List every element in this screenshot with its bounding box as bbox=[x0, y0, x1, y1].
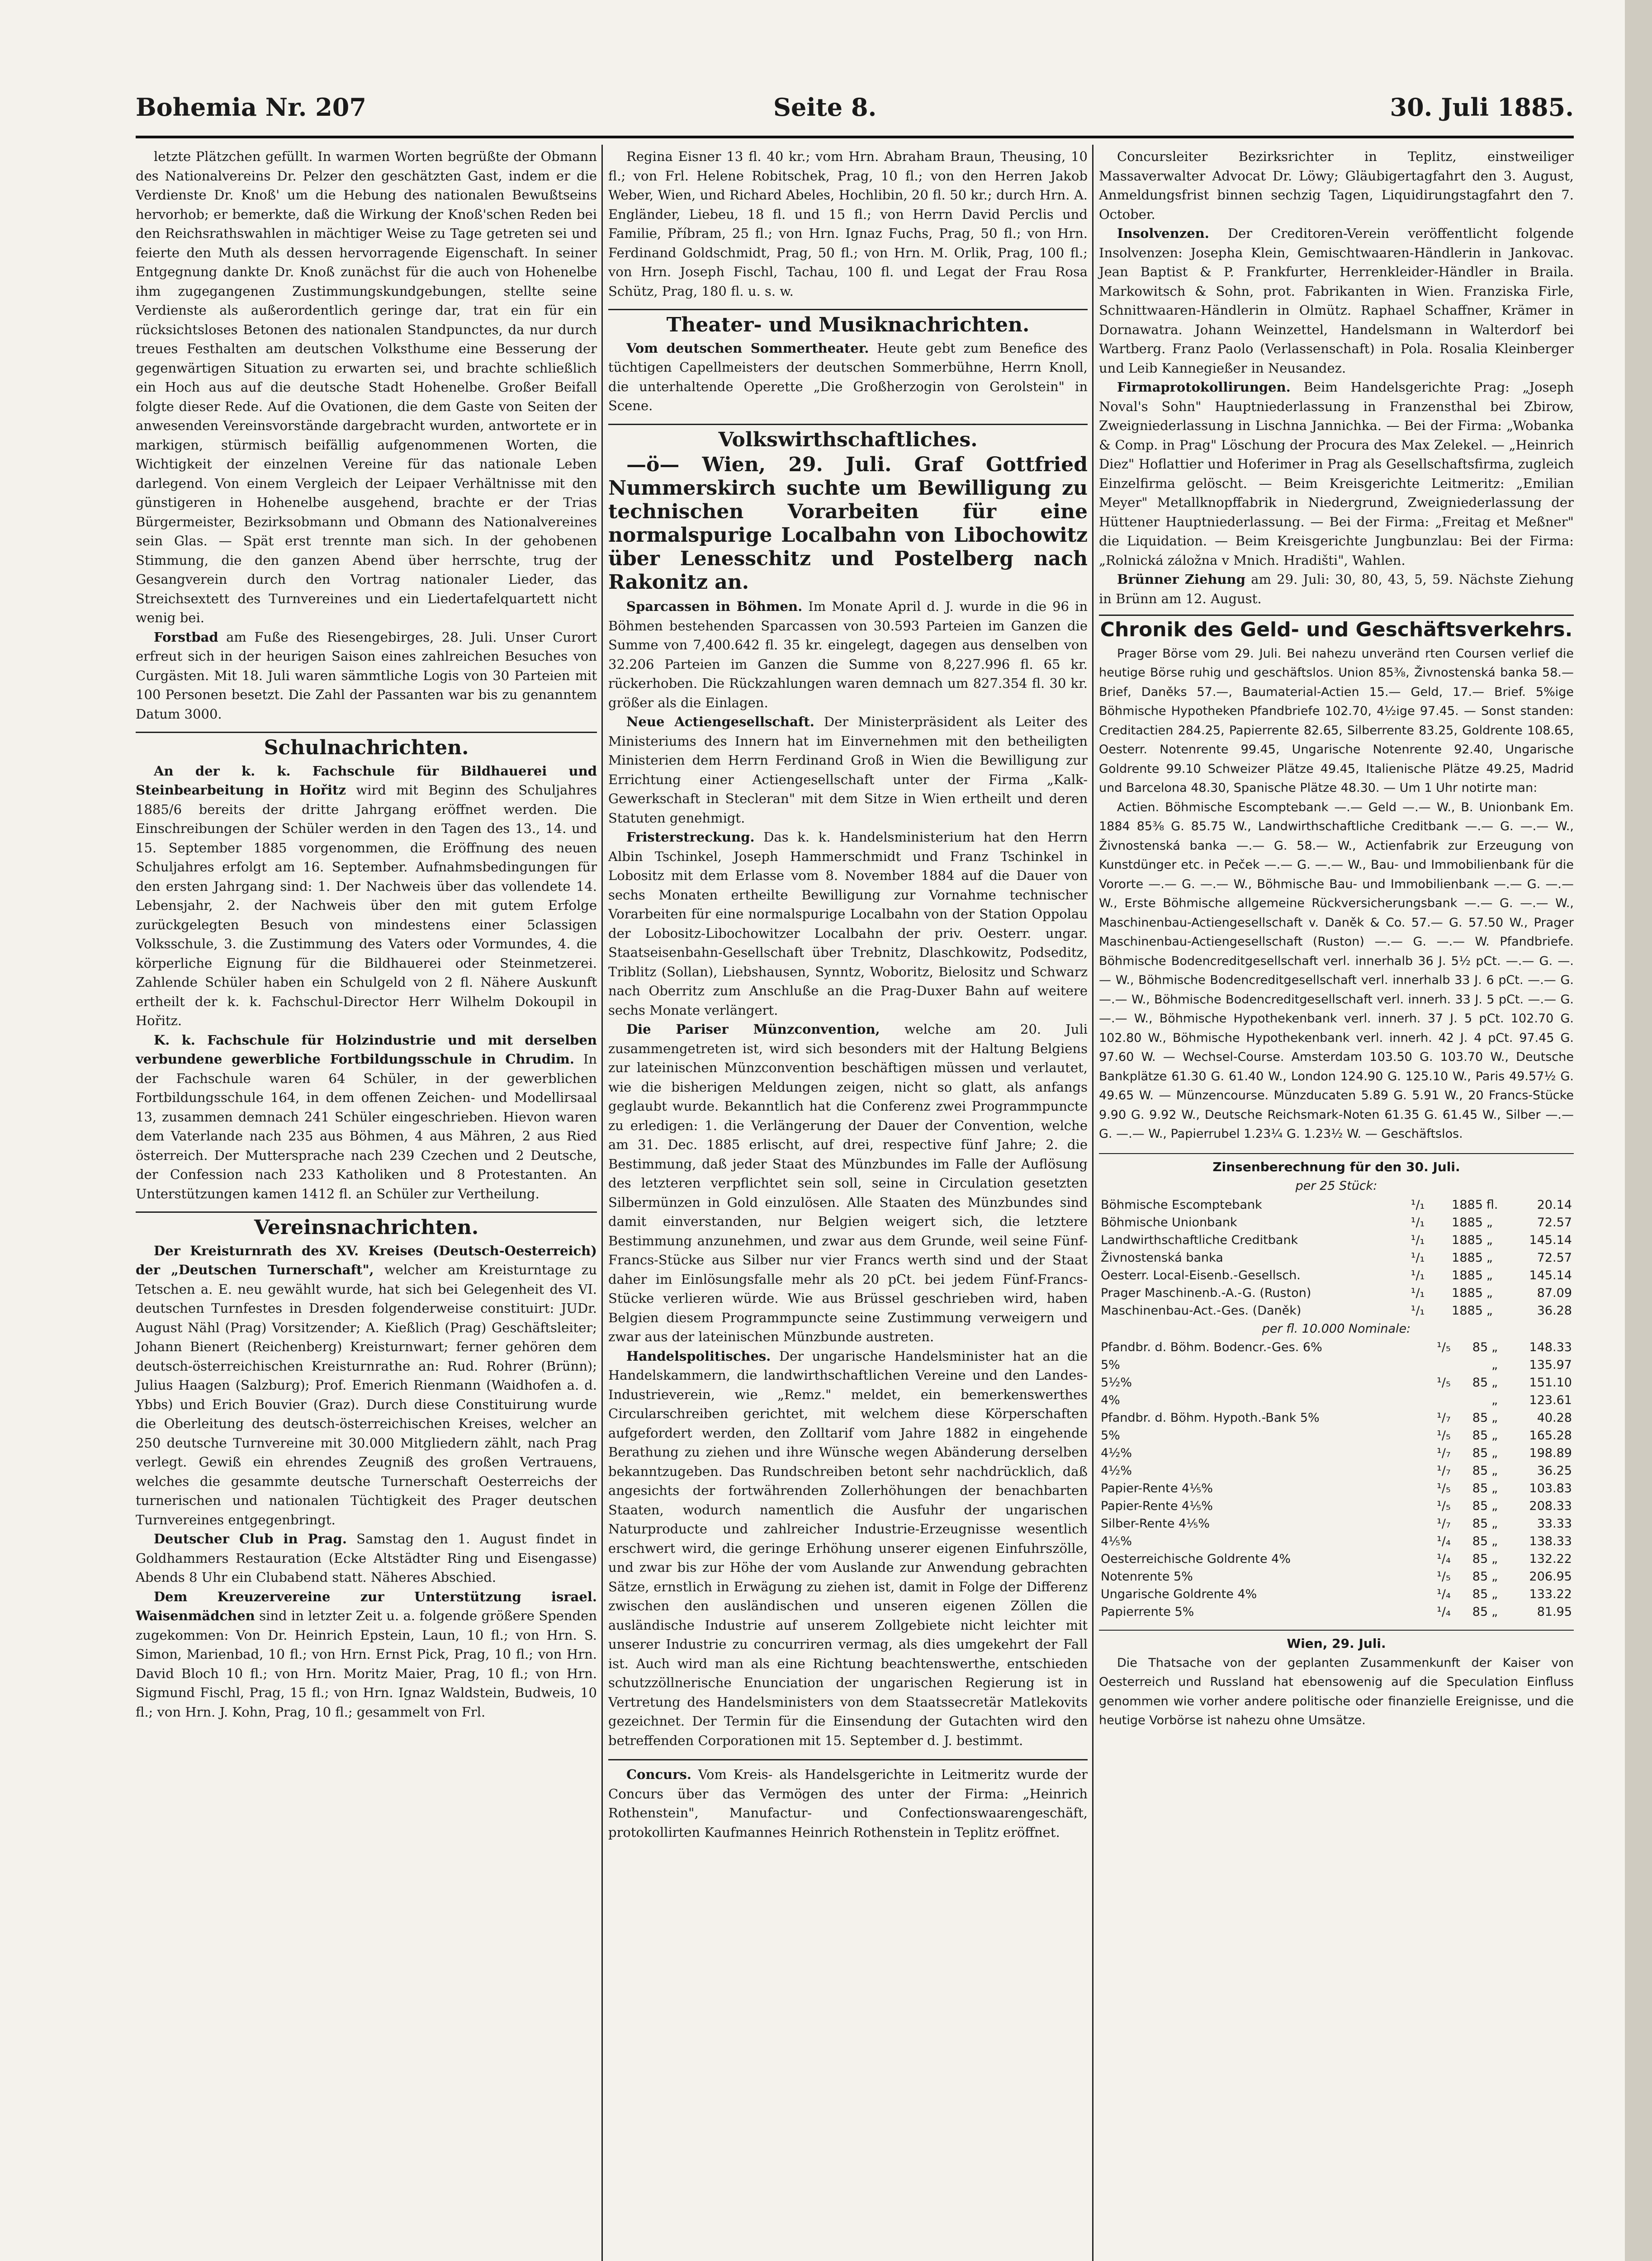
zinsen-cell-val: 206.95 bbox=[1529, 1570, 1572, 1584]
zinsen-row bbox=[1099, 1267, 1574, 1284]
zinsen-cell-frac: ¹/₇ bbox=[1437, 1464, 1451, 1478]
zinsen-cell-year: 1885 bbox=[1452, 1197, 1483, 1212]
article-lead: Dem Kreuzervereine zur Unterstützung israel. Waisenmädchen bbox=[136, 1589, 597, 1623]
section-heading-verein: Vereinsnachrichten. bbox=[136, 1211, 597, 1238]
article-concurs: Concurs. Vom Kreis- als Handelsgerichte in Leitmeritz wurde der Concurs über das Vermögen des unter der Firma: „Heinrich Rothenstein", Manufactur- und Confectionswaarengeschäft, protokollirten Kaufmannes Heinrich Rothenstein in Teplitz eröffnet. bbox=[608, 1759, 1088, 1842]
zinsen-cell-frac: ¹/₅ bbox=[1437, 1570, 1451, 1584]
zinsen-row bbox=[1099, 1356, 1574, 1374]
zinsen-cell-cur: „ bbox=[1491, 1587, 1498, 1601]
zinsen-cell-frac: ¹/₄ bbox=[1437, 1605, 1451, 1619]
zinsen-cell-val: 40.28 bbox=[1537, 1411, 1572, 1425]
zinsen-cell-frac: ¹/₅ bbox=[1437, 1340, 1451, 1354]
zinsen-cell-cur: „ bbox=[1491, 1340, 1498, 1354]
zinsen-cell-name: 5% bbox=[1101, 1428, 1120, 1443]
zinsen-cell-cur: „ bbox=[1486, 1233, 1493, 1247]
zinsen-cell-frac: ¹/₁ bbox=[1411, 1286, 1425, 1300]
zinsen-cell-year: 85 bbox=[1472, 1428, 1488, 1443]
zinsen-row bbox=[1099, 1585, 1574, 1603]
zinsen-cell-cur: „ bbox=[1491, 1552, 1498, 1566]
article-lead: Firmaprotokollirungen. bbox=[1117, 379, 1291, 395]
zinsen-cell-year: 85 bbox=[1472, 1605, 1488, 1619]
article-lead: Fristerstreckung. bbox=[626, 829, 755, 845]
article-bruenner-ziehung: Brünner Ziehung am 29. Juli: 30, 80, 43, 5, 59. Nächste Ziehung in Brünn am 12. August. bbox=[1099, 572, 1574, 606]
zinsen-cell-name: Maschinenbau-Act.-Ges. (Daněk) bbox=[1101, 1303, 1302, 1318]
article-lead: An der k. k. Fachschule für Bildhauerei und Steinbearbeitung in Hořitz bbox=[136, 763, 597, 798]
column-1 bbox=[136, 147, 597, 1722]
zinsen-cell-cur: fl. bbox=[1486, 1197, 1498, 1212]
article-muenzconvention: Die Pariser Münzconvention, welche am 20. Juli zusammengetreten ist, wird sich besonders mit der Haltung Belgiens zur lateinischen Münzconvention beschäftigen müssen und verlautet, wie die bisherigen Meldungen zeigen, nicht so glatt, als anfangs geglaubt wurde. Bekanntlich hat die Conferenz zwei Programmpuncte zu erledigen: 1. die Verlängerung der Dauer der Convention, welche am 31. Dec. 1885 erlischt, auf drei, respective fünf Jahre; 2. die Bestimmung, daß jeder Staat des Münzbundes im Falle der Auflösung des letzteren verpflichtet sein soll, seine in Circulation gesetzten Silbermünzen in Gold einzulösen. Alle Staaten des Münzbundes sind damit einverstanden, nur Belgien weigert sich, die letztere Bestimmung anzunehmen, und zwar aus dem Grunde, weil seine Fünf-Francs-Stücke aus Silber nur vier Francs werth sind und der Staat daher im Einlösungsfalle mehr als 20 pCt. bei jedem Fünf-Francs-Stücke verlieren würde. Wie aus Brüssel geschrieben wird, haben Belgien diesem Programmpuncte seine Zustimmung verweigern und zwar aus der lateinischen Münzbunde austreten. bbox=[608, 1022, 1088, 1344]
zinsen-cell-val: 87.09 bbox=[1537, 1286, 1572, 1300]
zinsen-cell-val: 36.28 bbox=[1537, 1303, 1572, 1318]
article-lead: Handelspolitisches. bbox=[626, 1348, 771, 1364]
article-continuation: letzte Plätzchen gefüllt. In warmen Worten begrüßte der Obmann des Nationalvereins Dr. Pelzer den geschätzten Gast, indem er die Verdienste Dr. Knoß' um die Hebung des nationalen Bewußtseins hervorhob; er bemerkte, daß die Wirkung der Knoß'schen Reden bei den Reichsrathswahlen in mächtiger Weise zu Tage getreten sei und feierte den Muth als dessen hervorragende Eigenschaft. In seiner Entgegnung dankte Dr. Knoß zunächst für die auch von Hohenelbe ihm zugegangenen Zustimmungskundgebungen, stellte seine Verdienste als außerordentlich geringe dar, trat ein für ein rücksichtsloses Betonen des nationalen Standpunctes, da nur durch treues Festhalten am deutschen Volksthume eine Besserung der gegenwärtigen Situation zu erwarten sei, und brachte schließlich ein Hoch aus auf die deutsche Stadt Hohenelbe. Großer Beifall folgte dieser Rede. Auf die Ovationen, die dem Gaste von Seiten der anwesenden Vereinsvorstände dargebracht wurden, antwortete er in markigen, stürmisch beifällig aufgenommenen Worten, die Wichtigkeit der einzelnen Vereine für das nationale Leben darlegend. Von einem Vergleich der Leipaer Verhältnisse mit den günstigeren in Hohenelbe ausgehend, brachte er der Trias Bürgermeister, Bezirksobmann und Obmann des Nationalvereines sein Glas. — Spät erst trennte man sich. In der gehobenen Stimmung, die den ganzen Abend über herrschte, trug der Gesangverein durch den Vortrag nationaler Lieder, das Streichsextett des Turnvereines und ein Liedertafelquartett nicht wenig bei. bbox=[136, 149, 597, 625]
zinsen-cell-year: 85 bbox=[1472, 1464, 1488, 1478]
article-sparcassen: Sparcassen in Böhmen. Im Monate April d. J. wurde in die 96 in Böhmen bestehenden Sparcassen von 30.593 Parteien im Ganzen die Summe von 7,400.642 fl. 35 kr. eingelegt, dagegen aus denselben von 32.206 Parteien im Ganzen die Summe von 8,227.996 fl. 65 kr. rückerhoben. Die Rückzahlungen waren demnach um 827.354 fl. 30 kr. größer als die Einlagen. bbox=[608, 599, 1088, 710]
zinsen-cell-year: 85 bbox=[1472, 1534, 1488, 1548]
zinsen-row bbox=[1099, 1568, 1574, 1585]
wien-report: Die Thatsache von der geplanten Zusammenkunft der Kaiser von Oesterreich und Russland hat ebensowenig auf die Speculation Einfluss genommen wie vorher andere politische oder finanzielle Ereignisse, und die heutige Vorbörse ist nahezu ohne Umsätze. bbox=[1099, 1656, 1574, 1727]
article-lead: Sparcassen in Böhmen. bbox=[626, 599, 803, 614]
page-header bbox=[136, 88, 1574, 129]
zinsen-cell-frac bbox=[1435, 1391, 1461, 1409]
wien-report-title: Wien, 29. Juli. bbox=[1099, 1630, 1574, 1654]
zinsen-cell-val: 20.14 bbox=[1537, 1197, 1572, 1212]
zinsen-cell-cur: „ bbox=[1491, 1534, 1498, 1548]
zinsen-cell-year: 1885 bbox=[1452, 1286, 1483, 1300]
article-lead: Vom deutschen Sommertheater. bbox=[626, 340, 869, 356]
article-fachschule-horitz: An der k. k. Fachschule für Bildhauerei und Steinbearbeitung in Hořitz wird mit Beginn des Schuljahres 1885/6 bereits der dritte Jahrgang eröffnet werden. Die Einschreibungen der Schüler werden in den Tagen des 13., 14. und 15. September 1885 vorgenommen, die Eröffnung des neuen Schuljahres erfolgt am 16. September. Aufnahmsbedingungen für den ersten Jahrgang sind: 1. Der Nachweis über das vollendete 14. Lebensjahr, 2. der Nachweis über den mit gutem Erfolge zurückgelegten Besuch von mindestens einer 5classigen Volksschule, 3. die Zustimmung des Vaters oder Vormundes, 4. die körperliche Eignung für die Bildhauerei oder Steinmetzerei. Zahlende Schüler haben ein Schulgeld von 2 fl. Nähere Auskunft ertheilt der k. k. Fachschul-Director Herr Wilhelm Dokoupil in Hořitz. bbox=[136, 763, 597, 1028]
zinsen-cell-year: 85 bbox=[1472, 1481, 1488, 1495]
zinsen-row bbox=[1099, 1284, 1574, 1302]
zinsen-cell-name: Papierrente 5% bbox=[1101, 1605, 1194, 1619]
column-divider bbox=[1092, 145, 1093, 2261]
zinsen-cell-cur: „ bbox=[1491, 1570, 1498, 1584]
zinsen-cell-year: 1885 bbox=[1452, 1233, 1483, 1247]
article-actiengesellschaft: Neue Actiengesellschaft. Der Ministerpräsident als Leiter des Ministeriums des Innern hat im Einvernehmen mit den betheiligten Ministerien dem Herrn Ferdinand Groß in Wien die Bewilligung zur Errichtung einer Actiengesellschaft unter der Firma „Kalk-Gewerkschaft in Stecleran" mit dem Sitze in Wien ertheilt und deren Statuten genehmigt. bbox=[608, 714, 1088, 826]
zinsen-cell-frac: ¹/₇ bbox=[1437, 1411, 1451, 1425]
zinsen-cell-name: Pfandbr. d. Böhm. Bodencr.-Ges. 6% bbox=[1101, 1340, 1322, 1354]
zinsen-cell-year: 1885 bbox=[1452, 1250, 1483, 1265]
zinsen-cell-name: Živnostenská banka bbox=[1101, 1250, 1223, 1265]
zinsen-row bbox=[1099, 1409, 1574, 1427]
zinsen-cell-frac: ¹/₄ bbox=[1437, 1534, 1451, 1548]
column-2 bbox=[608, 147, 1088, 1842]
article-handelspolitisches: Handelspolitisches. Der ungarische Handelsminister hat an die Handelskammern, die landwirthschaftlichen Vereine und den Landes-Industrieverein, wie „Remz." meldet, ein bemerkenswerthes Circularschreiben gerichtet, mit welchem diese Körperschaften aufgefordert werden, den Zolltarif vom Jahre 1882 in eingehende Berathung zu ziehen und ihre Wünsche wegen Abänderung derselben bekanntzugeben. Das Rundschreiben betont sehr nachdrücklich, daß angesichts der fortwährenden Zollerhöhungen der benachbarten Staaten, wodurch namentlich die Ausfuhr der ungarischen Naturproducte und zahlreicher Industrie-Erzeugnisse wesentlich erschwert wird, die geringe Erhöhung unserer eigenen Einfuhrszölle, und zwar bis zur Höhe der vom Auslande zur Anwendung gebrachten Sätze, ernstlich in Erwägung zu ziehen ist, damit in Folge der Differenz zwischen den ausländischen und unseren eigenen Zöllen die ausländische Industrie auf unserem Zollgebiete nicht leichter mit unserer Industrie zu concurriren vermag, als dies umgekehrt der Fall ist. Auch wird man als eine Richtung beachtenswerthe, entschieden schutzzöllnerische Enunciation der ungarischen Regierung ist in Vertretung des Handelsministers von dem Staatssecretär Matlekovits gezeichnet. Der Termin für die Einsendung der Gutachten wird den betreffenden Corporationen mit 15. September d. J. bestimmt. bbox=[608, 1348, 1088, 1748]
zinsen-cell-val: 132.22 bbox=[1529, 1552, 1572, 1566]
zinsen-cell-cur: „ bbox=[1491, 1481, 1498, 1495]
zinsen-row bbox=[1099, 1533, 1574, 1550]
zinsen-cell-val: 72.57 bbox=[1537, 1215, 1572, 1230]
zinsen-cell-frac: ¹/₄ bbox=[1437, 1552, 1451, 1566]
zinsen-cell-name: 4½% bbox=[1101, 1446, 1132, 1460]
zinsen-cell-name: 5% bbox=[1101, 1358, 1120, 1372]
zinsen-cell-cur: „ bbox=[1486, 1303, 1493, 1318]
zinsen-cell-name: Papier-Rente 4⅕% bbox=[1101, 1481, 1213, 1495]
zinsen-cell-year: 85 bbox=[1472, 1376, 1488, 1390]
zinsen-cell-frac bbox=[1435, 1356, 1461, 1374]
zinsen-cell-name: Böhmische Unionbank bbox=[1101, 1215, 1237, 1230]
page-number: Seite 8. bbox=[773, 93, 877, 122]
zinsen-cell-name: Prager Maschinenb.-A.-G. (Ruston) bbox=[1101, 1286, 1311, 1300]
zinsen-row bbox=[1099, 1214, 1574, 1231]
zinsen-cell-year: 85 bbox=[1472, 1517, 1488, 1531]
article-wien-lead: —ö— Wien, 29. Juli. Graf Gottfried Nummerskirch suchte um Bewilligung zu technischen Vorarbeiten für eine normalspurige Localbahn von Libochowitz über Lenesschitz und Postelberg nach Rakonitz an. bbox=[608, 453, 1088, 594]
article-fristerstreckung: Fristerstreckung. Das k. k. Handelsministerium hat den Herrn Albin Tschinkel, Joseph Hammerschmidt und Franz Tschinkel in Lobositz mit dem Erlasse vom 8. November 1884 auf die Dauer von sechs Monaten ertheilte Bewilligung zur Vornahme technischer Vorarbeiten für eine normalspurige Localbahn von der Station Oppolau der Lobositz-Libochowitzer Localbahn der priv. Oesterr. ungar. Staatseisenbahn-Gesellschaft über Trebnitz, Dlaschkowitz, Podseditz, Triblitz (Sollan), Liebshausen, Synntz, Woboritz, Bielositz und Schwarz nach Oberritz zum Anschluße an die Prag-Duxer Bahn auf weitere sechs Monate verlängert. bbox=[608, 829, 1088, 1018]
zinsen-cell-cur: „ bbox=[1491, 1499, 1498, 1513]
zinsen-cell-frac: ¹/₁ bbox=[1411, 1250, 1425, 1265]
zinsen-cell-val: 138.33 bbox=[1529, 1534, 1572, 1548]
zinsen-row bbox=[1099, 1374, 1574, 1391]
zinsen-table-1 bbox=[1099, 1196, 1574, 1320]
zinsen-cell-name: Pfandbr. d. Böhm. Hypoth.-Bank 5% bbox=[1101, 1411, 1320, 1425]
zinsen-cell-frac: ¹/₅ bbox=[1437, 1376, 1451, 1390]
zinsen-cell-cur: „ bbox=[1491, 1446, 1498, 1460]
zinsen-row bbox=[1099, 1196, 1574, 1214]
masthead-issue: Bohemia Nr. 207 bbox=[136, 93, 366, 122]
header-rule bbox=[136, 136, 1574, 138]
zinsen-cell-name: Oesterr. Local-Eisenb.-Gesellsch. bbox=[1101, 1268, 1301, 1282]
zinsen-row bbox=[1099, 1249, 1574, 1267]
column-3 bbox=[1099, 147, 1574, 1731]
article-lead: Insolvenzen. bbox=[1117, 226, 1209, 241]
zinsen-cell-year: 85 bbox=[1472, 1499, 1488, 1513]
zinsen-cell-name: 4⅕% bbox=[1101, 1534, 1132, 1548]
zinsen-row bbox=[1099, 1462, 1574, 1480]
zinsen-cell-cur: „ bbox=[1491, 1605, 1498, 1619]
zinsen-cell-year: 85 bbox=[1472, 1552, 1488, 1566]
zinsen-cell-frac: ¹/₇ bbox=[1437, 1517, 1451, 1531]
zinsen-cell-cur: „ bbox=[1491, 1464, 1498, 1478]
article-lead: Der Kreisturnrath des XV. Kreises (Deutsch-Oesterreich) der „Deutschen Turnerschaft", bbox=[136, 1243, 597, 1277]
zinsen-cell-name: Landwirthschaftliche Creditbank bbox=[1101, 1233, 1298, 1247]
zinsen-cell-name: Böhmische Escomptebank bbox=[1101, 1197, 1262, 1212]
article-kreisturnrath: Der Kreisturnrath des XV. Kreises (Deutsch-Oesterreich) der „Deutschen Turnerschaft", welcher am Kreisturntage zu Tetschen a. E. neu gewählt wurde, hat sich bei Gelegenheit des VI. deutschen Turnfestes in Dresden folgenderweise constituirt: JUDr. August Nähl (Prag) Vorsitzender; A. Kießlich (Prag) Geschäftsleiter; Johann Bienert (Reichenberg) Kreisturnwart; ferner gehören dem deutsch-österreichischen Kreisturnrathe an: Rud. Rohrer (Brünn); Julius Haagen (Salzburg); Prof. Emerich Rienmann (Waidhofen a. d. Ybbs) und Erich Bouvier (Graz). Durch diese Constituirung wurde die Oberleitung des deutsch-österreichischen Kreises, welcher an 250 deutsche Turnvereine mit 30.000 Mitgliedern zählt, nach Prag verlegt. Gewiß ein ehrendes Zeugniß des großen Vertrauens, welches die gesammte deutsche Turnerschaft Oesterreichs der turnerischen und nationalen Tüchtigkeit des Prager deutschen Turnvereines entgegenbringt. bbox=[136, 1243, 597, 1528]
zinsen-row bbox=[1099, 1339, 1574, 1356]
article-lead: Deutscher Club in Prag. bbox=[154, 1531, 347, 1547]
zinsen-row bbox=[1099, 1302, 1574, 1320]
article-lead: Neue Actiengesellschaft. bbox=[626, 714, 814, 729]
zinsen-cell-val: 151.10 bbox=[1529, 1376, 1572, 1390]
zinsen-cell-year: 85 bbox=[1472, 1446, 1488, 1460]
section-heading-schul: Schulnachrichten. bbox=[136, 732, 597, 758]
zinsen-cell-frac: ¹/₅ bbox=[1437, 1481, 1451, 1495]
zinsen-row bbox=[1099, 1231, 1574, 1249]
zinsen-cell-name: Ungarische Goldrente 4% bbox=[1101, 1587, 1257, 1601]
article-continuation: Concursleiter Bezirksrichter in Teplitz, einstweiliger Massaverwalter Advocat Dr. Löwy; Gläubigertagfahrt den 3. August, Anmeldungsfrist binnen sechzig Tagen, Liquidirungstagfahrt den 7. October. bbox=[1099, 149, 1574, 222]
zinsen-cell-cur: „ bbox=[1491, 1358, 1498, 1372]
article-deutscher-club: Deutscher Club in Prag. Samstag den 1. August findet in Goldhammers Restauration (Ecke Altstädter Ring und Eisengasse) Abends 8 Uhr ein Clubabend statt. Näheres Abschied. bbox=[136, 1531, 597, 1585]
column-divider bbox=[601, 145, 603, 2261]
zinsen-cell-name: Oesterreichische Goldrente 4% bbox=[1101, 1552, 1291, 1566]
zinsen-row bbox=[1099, 1603, 1574, 1621]
zinsen-cell-val: 72.57 bbox=[1537, 1250, 1572, 1265]
zinsen-cell-frac: ¹/₁ bbox=[1411, 1303, 1425, 1318]
zinsen-cell-year: 85 bbox=[1472, 1587, 1488, 1601]
article-fachschule-chrudim: K. k. Fachschule für Holzindustrie und mit derselben verbundene gewerbliche Fortbildungsschule in Chrudim. In der Fachschule waren 64 Schüler, in der gewerblichen Fortbildungsschule 164, in dem offenen Zeichen- und Modellirsaal 13, zusammen demnach 241 Schüler eingeschrieben. Hievon waren dem Vaterlande nach 235 aus Böhmen, 4 aus Mähren, 2 aus Ried österreich. Der Muttersprache nach 239 Czechen und 2 Deutsche, der Confession nach 233 Katholiken und 8 Protestanten. An Unterstützungen kamen 1412 fl. an Schüler zur Vertheilung. bbox=[136, 1032, 597, 1201]
zinsen-cell-year: 1885 bbox=[1452, 1215, 1483, 1230]
zinsen-row bbox=[1099, 1444, 1574, 1462]
zinsen-subtitle-2: per fl. 10.000 Nominale: bbox=[1262, 1321, 1411, 1336]
article-lead: Forstbad bbox=[154, 629, 218, 645]
zinsen-cell-val: 165.28 bbox=[1529, 1428, 1572, 1443]
article-sommertheater: Vom deutschen Sommertheater. Heute gebt zum Benefice des tüchtigen Capellmeisters der deutschen Sommerbühne, Herrn Knoll, die unterhaltende Operette „Die Großherzogin von Gerolstein" in Scene. bbox=[608, 340, 1088, 413]
zinsen-cell-year: 85 bbox=[1472, 1340, 1488, 1354]
article-kreuzerverein: Dem Kreuzervereine zur Unterstützung israel. Waisenmädchen sind in letzter Zeit u. a. folgende größere Spenden zugekommen: Von Dr. Heinrich Epstein, Laun, 10 fl.; von Hrn. S. Simon, Marienbad, 10 fl.; von Hrn. Ernst Pick, Prag, 10 fl.; von Hrn. David Bloch 10 fl.; von Hrn. Moritz Maier, Prag, 10 fl.; von Hrn. Sigmund Fischl, Prag, 15 fl.; von Hrn. Ignaz Waldstein, Budweis, 10 fl.; von Hrn. J. Kohn, Prag, 10 fl.; gesammelt von Frl. bbox=[136, 1589, 597, 1720]
zinsen-cell-cur: „ bbox=[1486, 1286, 1493, 1300]
zinsen-cell-val: 145.14 bbox=[1529, 1233, 1572, 1247]
article-lead: Brünner Ziehung bbox=[1117, 572, 1246, 587]
article-continuation: Regina Eisner 13 fl. 40 kr.; vom Hrn. Abraham Braun, Theusing, 10 fl.; von Frl. Helene Robitschek, Prag, 10 fl.; von den Herren Jakob Weber, Wien, und Richard Abeles, Hochlibin, 20 fl. 50 kr.; durch Hrn. A. Engländer, Liebeu, 18 fl. und 15 fl.; von Herrn David Perclis und Familie, Příbram, 25 fl.; von Hrn. Ignaz Fuchs, Prag, 50 fl.; von Hrn. Ferdinand Goldschmidt, Prag, 50 fl.; von Hrn. M. Orlik, Prag, 100 fl.; von Hrn. Joseph Fischl, Tachau, 100 fl. und Legat der Frau Rosa Schütz, Prag, 180 fl. u. s. w. bbox=[608, 149, 1088, 299]
zinsen-title: Zinsenberechnung für den 30. Juli. bbox=[1099, 1153, 1574, 1177]
zinsen-cell-val: 81.95 bbox=[1537, 1605, 1572, 1619]
article-lead: K. k. Fachschule für Holzindustrie und mit derselben verbundene gewerbliche Fortbildungsschule in Chrudim. bbox=[136, 1032, 597, 1067]
zinsen-cell-val: 208.33 bbox=[1529, 1499, 1572, 1513]
zinsen-cell-cur: „ bbox=[1491, 1393, 1498, 1407]
section-heading-chronik: Chronik des Geld- und Geschäftsverkehrs. bbox=[1099, 615, 1574, 640]
zinsen-cell-val: 33.33 bbox=[1537, 1517, 1572, 1531]
article-forstbad: Forstbad am Fuße des Riesengebirges, 28. Juli. Unser Curort erfreut sich in der heurigen Saison eines zahlreichen Besuches von Curgästen. Mit 18. Juli waren sämmtliche Logis von 30 Parteien mit 100 Personen besetzt. Die Zahl der Passanten war bis zu genanntem Datum 3000. bbox=[136, 629, 597, 722]
zinsen-row bbox=[1099, 1480, 1574, 1497]
zinsen-cell-name: 4½% bbox=[1101, 1464, 1132, 1478]
zinsen-cell-year: 1885 bbox=[1452, 1303, 1483, 1318]
zinsen-cell-cur: „ bbox=[1491, 1517, 1498, 1531]
article-firmaprotokoll: Firmaprotokollirungen. Beim Handelsgerichte Prag: „Joseph Noval's Sohn" Hauptniederlassung in Franzensthal bei Zbirow, Zweigniederlassung in Lischna Jannichka. — Bei der Firma: „Wobanka & Comp. in Prag" Löschung der Procura des Max Zelekel. — „Heinrich Diez" Hoflattier und Hoferimer in Prag als Gesellschaftsfirma, zugleich Einzelfirma gelöscht. — Beim Kreisgerichte Leitmeritz: „Emilian Meyer" Metallknopffabrik in Niedergrund, Zweigniederlassung der Hüttener Hauptniederlassung. — Bei der Firma: „Freitag et Meßner" die Liquidation. — Beim Kreisgerichte Jungbunzlau: Bei der Firma: „Rolnická záložna v Mnich. Hradišti", Wahlen. bbox=[1099, 379, 1574, 568]
zinsen-cell-cur: „ bbox=[1491, 1428, 1498, 1443]
zinsen-cell-year: 1885 bbox=[1452, 1268, 1483, 1282]
section-heading-theater: Theater- und Musiknachrichten. bbox=[608, 309, 1088, 335]
zinsen-cell-val: 103.83 bbox=[1529, 1481, 1572, 1495]
zinsen-cell-cur: „ bbox=[1486, 1250, 1493, 1265]
zinsen-cell-cur: „ bbox=[1491, 1376, 1498, 1390]
zinsen-cell-cur: „ bbox=[1491, 1411, 1498, 1425]
zinsen-row bbox=[1099, 1515, 1574, 1533]
section-heading-volks: Volkswirthschaftliches. bbox=[608, 424, 1088, 450]
zinsen-cell-val: 36.25 bbox=[1537, 1464, 1572, 1478]
zinsen-cell-val: 145.14 bbox=[1529, 1268, 1572, 1282]
issue-date: 30. Juli 1885. bbox=[1390, 93, 1574, 122]
zinsen-cell-cur: „ bbox=[1486, 1215, 1493, 1230]
zinsen-row bbox=[1099, 1497, 1574, 1515]
zinsen-cell-frac: ¹/₁ bbox=[1411, 1233, 1425, 1247]
zinsen-row bbox=[1099, 1427, 1574, 1444]
boerse-report: Prager Börse vom 29. Juli. Bei nahezu unveränd rten Coursen verlief die heutige Börse ruhig und geschäftslos. Union 85⅜, Živnostenská banka 58.— Brief, Daněks 57.—, Baumaterial-Actien 15.— Geld, 17.— Brief. 5%ige Böhmische Hypotheken Pfandbriefe 102.70, 4½ige 97.45. — Sonst standen: Creditactien 284.25, Papierrente 82.65, Silberrente 83.25, Goldrente 108.65, Oesterr. Notenrente 99.45, Ungarische Notenrente 92.40, Ungarische Goldrente 99.10 Schweizer Plätze 49.45, Italienische Plätze 49.25, Madrid und Barcelona 48.30, Spanische Plätze 48.30. — Um 1 Uhr notirte man: bbox=[1099, 646, 1574, 795]
page-edge bbox=[1625, 0, 1652, 2261]
article-insolvenzen: Insolvenzen. Der Creditoren-Verein veröffentlicht folgende Insolvenzen: Josepha Klein, Gemischtwaaren-Händlerin in Jankovac. Jean Baptist & P. Frankfurter, Herrenkleider-Händler in Braila. Markowitsch & Sohn, prot. Fabrikanten in Wien. Franziska Firle, Schnittwaaren-Händlerin in Olmütz. Raphael Schaffner, Krämer in Dornawatra. Johann Weinzettel, Handelsmann in Walterdorf bei Wartberg. Franz Paolo (Verlassenschaft) in Pola. Rosalia Kleinberger und Leib Kannegießer in Neusandez. bbox=[1099, 226, 1574, 376]
zinsen-cell-name: 5½% bbox=[1101, 1376, 1132, 1390]
zinsen-cell-name: Papier-Rente 4⅕% bbox=[1101, 1499, 1213, 1513]
zinsen-row bbox=[1099, 1391, 1574, 1409]
article-lead: Die Pariser Münzconvention, bbox=[626, 1022, 880, 1037]
zinsen-cell-name: Silber-Rente 4⅕% bbox=[1101, 1517, 1210, 1531]
zinsen-cell-name: Notenrente 5% bbox=[1101, 1570, 1193, 1584]
zinsen-cell-frac: ¹/₅ bbox=[1437, 1499, 1451, 1513]
zinsen-cell-year bbox=[1461, 1391, 1490, 1409]
zinsen-cell-val: 135.97 bbox=[1529, 1358, 1572, 1372]
actien-list: Actien. Böhmische Escomptebank —.— Geld —.— W., B. Unionbank Em. 1884 85⅜ G. 85.75 W., Landwirthschaftliche Creditbank —.— G. —.— W., Živnostenská banka —.— G. 58.— W., Actienfabrik zur Erzeugung von Kunstdünger etc. in Peček —.— G. —.— W., Bau- und Immobilienbank für die Vororte —.— G. —.— W., Böhmische Bau- und Immobilienbank —.— G. —.— W., Erste Böhmische allgemeine Rückversicherungsbank —.— G. —.— W., Maschinenbau-Actiengesellschaft v. Daněk & Co. 57.— G. 57.50 W., Prager Maschinenbau-Actiengesellschaft (Ruston) —.— G. —.— W. Pfandbriefe. Böhmische Bodencreditgesellschaft verl. innerhalb 36 J. 5½ pCt. —.— G. —.— W., Böhmische Bodencreditgesellschaft verl. innerhalb 33 J. 6 pCt. —.— G. —.— W., Böhmische Bodencreditgesellschaft verl. innerh. 33 J. 5 pCt. —.— G. —.— W., Böhmische Hypothekenbank verl. innerh. 37 J. 5 pCt. 102.70 G. 102.80 W., Böhmische Hypothekenbank verl. innerh. 42 J. 4 pCt. 97.45 G. 97.60 W. — Wechsel-Course. Amsterdam 103.50 G. 103.70 W., Deutsche Bankplätze 61.30 G. 61.40 W., London 124.90 G. 125.10 W., Paris 49.57½ G. 49.65 W. — Münzencourse. Münzducaten 5.89 G. 5.91 W., 20 Francs-Stücke 9.90 G. 9.92 W., Deutsche Reichsmark-Noten 61.35 G. 61.45 W., Silber —.— G. —.— W., Papierrubel 1.23¼ G. 1.23½ W. — Geschäftslos. bbox=[1099, 800, 1574, 1141]
article-lead: Concurs. bbox=[626, 1767, 691, 1782]
zinsen-cell-frac: ¹/₁ bbox=[1411, 1215, 1425, 1230]
zinsen-cell-frac: ¹/₇ bbox=[1437, 1446, 1451, 1460]
zinsen-cell-year: 85 bbox=[1472, 1570, 1488, 1584]
zinsen-cell-name: 4% bbox=[1101, 1393, 1120, 1407]
zinsen-cell-frac: ¹/₄ bbox=[1437, 1587, 1451, 1601]
zinsen-cell-val: 133.22 bbox=[1529, 1587, 1572, 1601]
zinsen-cell-val: 198.89 bbox=[1529, 1446, 1572, 1460]
zinsen-cell-val: 123.61 bbox=[1529, 1393, 1572, 1407]
zinsen-cell-cur: „ bbox=[1486, 1268, 1493, 1282]
zinsen-cell-val: 148.33 bbox=[1529, 1340, 1572, 1354]
zinsen-cell-frac: ¹/₁ bbox=[1411, 1268, 1425, 1282]
zinsen-table-2 bbox=[1099, 1339, 1574, 1621]
zinsen-cell-year bbox=[1461, 1356, 1490, 1374]
zinsen-cell-frac: ¹/₅ bbox=[1437, 1428, 1451, 1443]
zinsen-cell-year: 85 bbox=[1472, 1411, 1488, 1425]
zinsen-row bbox=[1099, 1550, 1574, 1568]
zinsen-subtitle: per 25 Stück: bbox=[1295, 1179, 1377, 1193]
zinsen-cell-frac: ¹/₁ bbox=[1411, 1197, 1425, 1212]
